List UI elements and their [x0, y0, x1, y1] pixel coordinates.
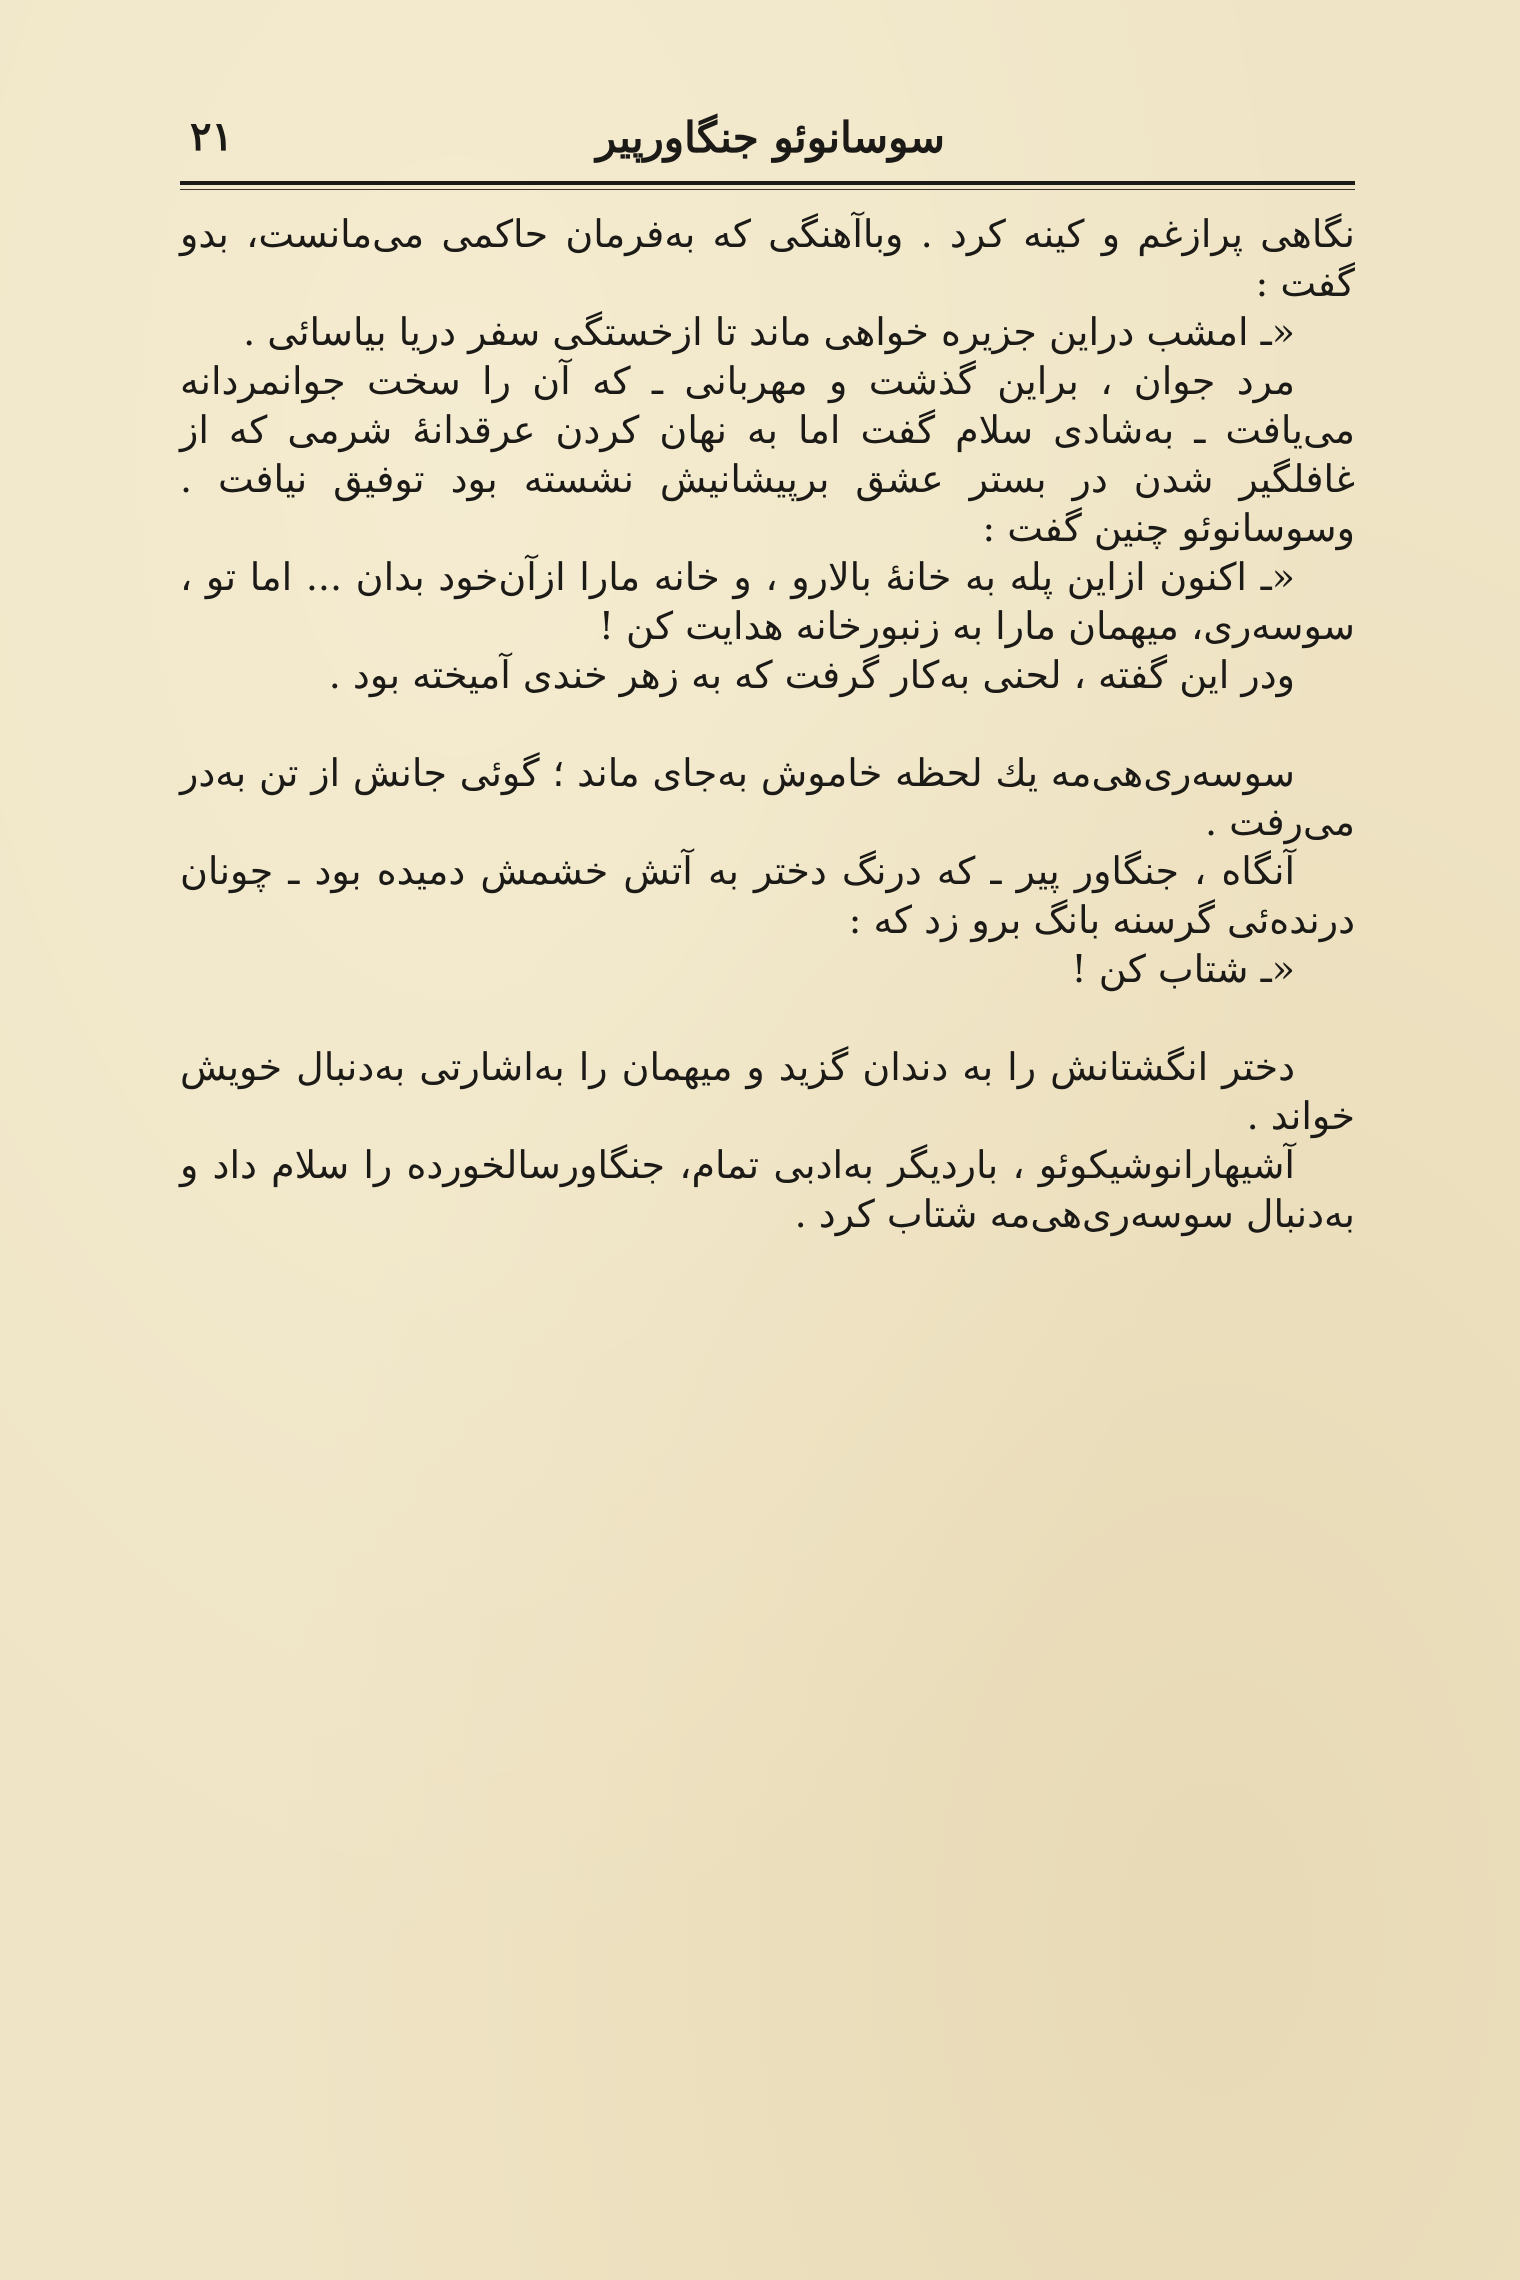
body-text [180, 210, 1355, 1239]
paragraph-1: نگاهی پرازغم و کینه کرد . وباآهنگی که به‌فرمان حاکمی می‌مانست، بدو گفت : [180, 212, 1355, 305]
paragraph-10: آشیهارانوشیکوئو ، باردیگر به‌ادبی تمام، جنگاورسالخورده را سلام داد و به‌دنبال سوسه‌ری‌هی‌مه شتاب کرد . [180, 1143, 1355, 1236]
paragraph-gap [180, 994, 1355, 1043]
paragraph-3: مرد جوان ، براین گذشت و مهربانی ـ که آن را سخت جوانمردانه می‌یافت ـ به‌شادی سلام گفت اما به نهان کردن عرقدانهٔ شرمی که از غافلگیر شدن در بستر عشق برپیشانیش نشسته بود توفیق نیافت . وسوسانوئو چنین گفت : [180, 359, 1355, 550]
header-rule [180, 181, 1355, 185]
paragraph-6: سوسه‌ری‌هی‌مه یك لحظه خاموش به‌جای ماند ؛ گوئی جانش از تن به‌در می‌رفت . [180, 751, 1355, 844]
page-header [180, 105, 1355, 180]
page-number: ۲۱ [190, 113, 233, 160]
paragraph-9: دختر انگشتانش را به دندان گزید و میهمان را به‌اشارتی به‌دنبال خویش خواند . [180, 1045, 1355, 1138]
paragraph-5: ودر این گفته ، لحنی به‌کار گرفت که به زهر خندی آمیخته بود . [328, 653, 1295, 697]
header-rule-thin [180, 189, 1355, 190]
paragraph-7: آنگاه ، جنگاور پیر ـ که درنگ دختر به آتش خشمش دمیده بود ـ چونان درنده‌ئی گرسنه بانگ برو زد که : [180, 849, 1355, 942]
paragraph-4: «ـ اکنون ازاین پله به خانهٔ بالارو ، و خانه مارا ازآن‌خود بدان ... اما تو ، سوسه‌ری، میهمان مارا به زنبورخانه هدایت کن ! [180, 555, 1355, 648]
paragraph-2: «ـ امشب دراین جزیره خواهی ماند تا ازخستگی سفر دریا بیاسائی . [243, 310, 1295, 354]
paragraph-8: «ـ شتاب کن ! [1071, 947, 1295, 991]
running-title: سوسانوئو جنگاورپیر [595, 113, 945, 162]
paragraph-gap [180, 700, 1355, 749]
